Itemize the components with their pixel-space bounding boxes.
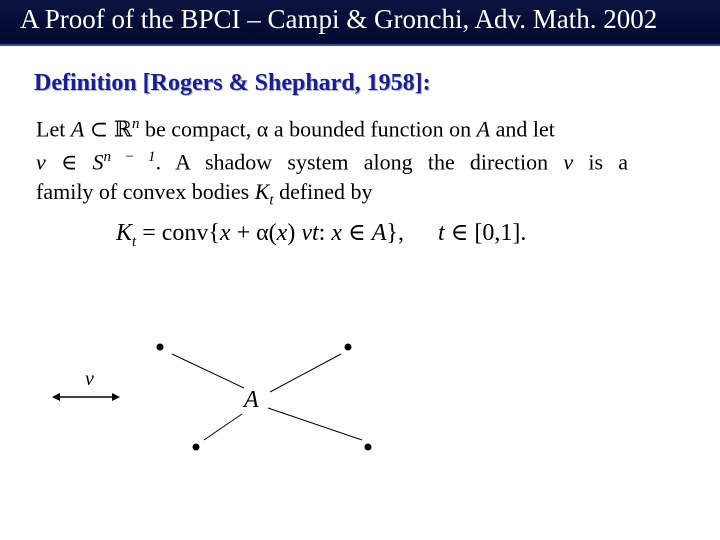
point-bottom-left bbox=[193, 444, 200, 451]
definition-line-2: v ∈ $S^{n - 1}$. A shadow system along the direction v is a bbox=[36, 149, 628, 175]
point-top-right bbox=[345, 344, 352, 351]
definition-line-3: family of convex bodies $K_t$ defined by bbox=[36, 178, 373, 209]
definition-line-1: Let A ⊂ ℝ$^n$ be compact, α a bounded function on A and let bbox=[36, 116, 555, 142]
segment-top-right bbox=[270, 354, 341, 392]
vector-label-v: v bbox=[85, 368, 94, 390]
direction-vector-arrow bbox=[52, 393, 120, 401]
segment-bottom-left bbox=[204, 414, 242, 440]
segment-top-left bbox=[172, 354, 244, 388]
point-top-left bbox=[157, 344, 164, 351]
shadow-system-formula: $K_t$ = conv{x + α(x) vt: x ∈ A}, t ∈ [0,1]. bbox=[116, 220, 527, 250]
set-label-A: A bbox=[244, 387, 259, 413]
definition-heading: Definition [Rogers & Shephard, 1958]: bbox=[34, 70, 431, 96]
point-bottom-right bbox=[365, 444, 372, 451]
segment-bottom-right bbox=[268, 408, 362, 440]
slide-title: A Proof of the BPCI – Campi & Gronchi, Adv. Math. 2002 bbox=[20, 4, 658, 34]
